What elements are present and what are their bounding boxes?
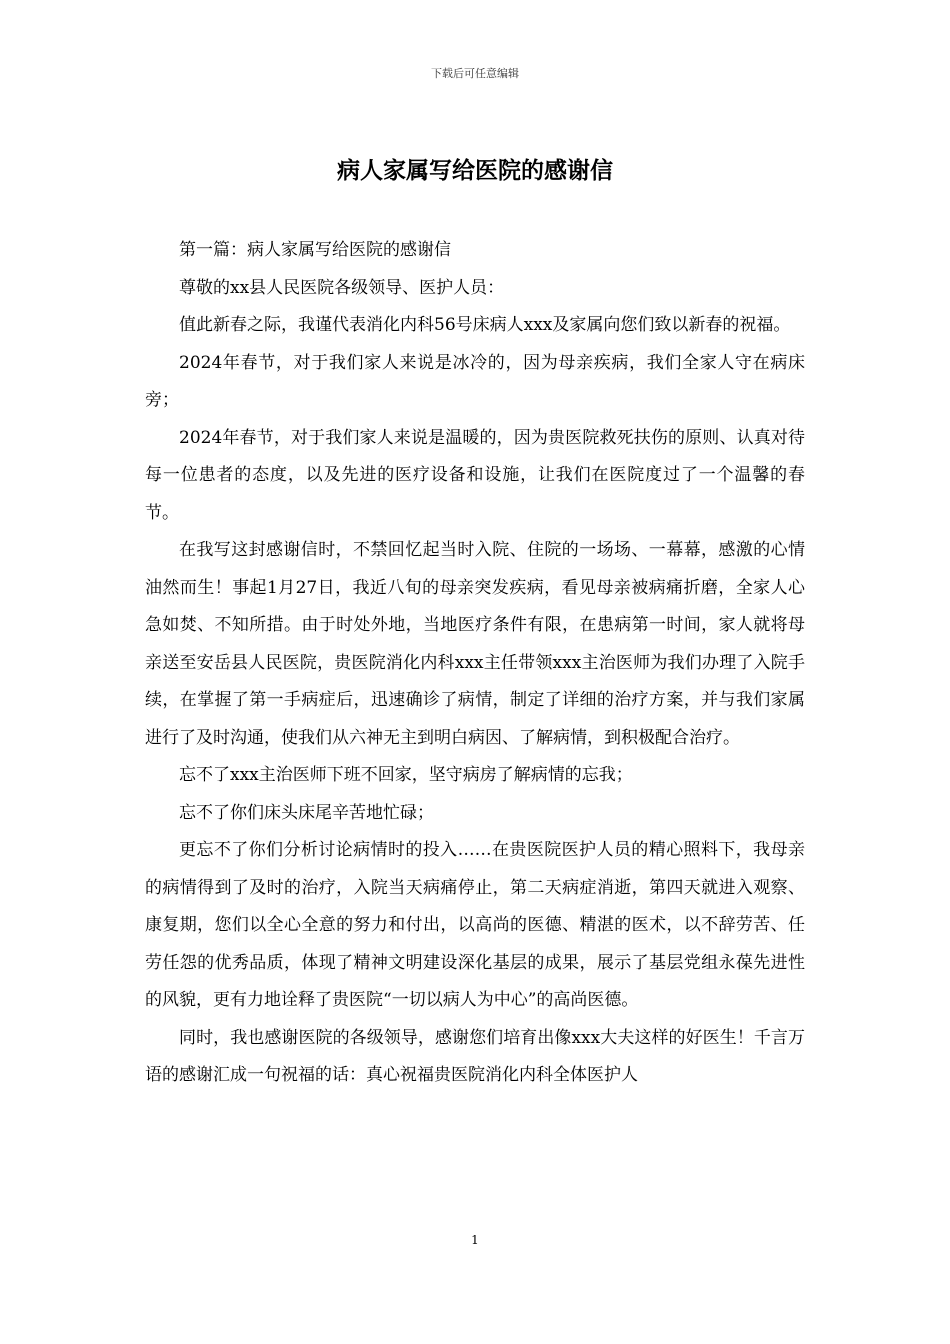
paragraph: 第一篇：病人家属写给医院的感谢信 (179, 240, 451, 260)
paragraph: 值此新春之际，我谨代表消化内科56号床病人xxx及家属向您们致以新春的祝福。 (179, 315, 791, 335)
paragraph: 更忘不了你们分析讨论病情时的投入……在贵医院医护人员的精心照料下，我母亲的病情得到了及时的治疗，入院当天病痛停止，第二天病症消逝，第四天就进入观察、康复期，您们以全心全意的努力和付出，以高尚的医德、精湛的医术，以不辞劳苦、任劳任怨的优秀品质，体现了精神文明建设深化基层的成果，展示了基层党组永葆先进性的风貌，更有力地诠释了贵医院“一切以病人为中心”的高尚医德。 (145, 840, 805, 1010)
page-number: 1 (471, 1233, 479, 1247)
paragraph: 在我写这封感谢信时，不禁回忆起当时入院、住院的一场场、一幕幕，感激的心情油然而生！事起1月27日，我近八旬的母亲突发疾病，看见母亲被病痛折磨，全家人心急如焚、不知所措。由于时处外地，当地医疗条件有限，在患病第一时间，家人就将母亲送至安岳县人民医院，贵医院消化内科xxx主任带领xxx主治医师为我们办理了入院手续，在掌握了第一手病症后，迅速确诊了病情，制定了详细的治疗方案，并与我们家属进行了及时沟通，使我们从六神无主到明白病因、了解病情，到积极配合治疗。 (145, 540, 805, 748)
paragraph: 忘不了你们床头床尾辛苦地忙碌； (179, 802, 434, 823)
document-title: 病人家属写给医院的感谢信 (337, 157, 613, 184)
letter-body (145, 232, 805, 1095)
paragraph: 2024年春节，对于我们家人来说是温暖的，因为贵医院救死扶伤的原则、认真对待每一位患者的态度，以及先进的医疗设备和设施，让我们在医院度过了一个温馨的春节。 (145, 427, 805, 523)
paragraph: 2024年春节，对于我们家人来说是冰冷的，因为母亲疾病，我们全家人守在病床旁； (145, 352, 805, 410)
paragraph: 尊敬的xx县人民医院各级领导、医护人员： (179, 277, 505, 298)
header-note: 下载后可任意编辑 (431, 67, 519, 80)
paragraph: 忘不了xxx主治医师下班不回家，坚守病房了解病情的忘我； (179, 765, 633, 785)
paragraph: 同时，我也感谢医院的各级领导，感谢您们培育出像xxx大夫这样的好医生！千言万语的感谢汇成一句祝福的话：真心祝福贵医院消化内科全体医护人 (145, 1027, 805, 1085)
